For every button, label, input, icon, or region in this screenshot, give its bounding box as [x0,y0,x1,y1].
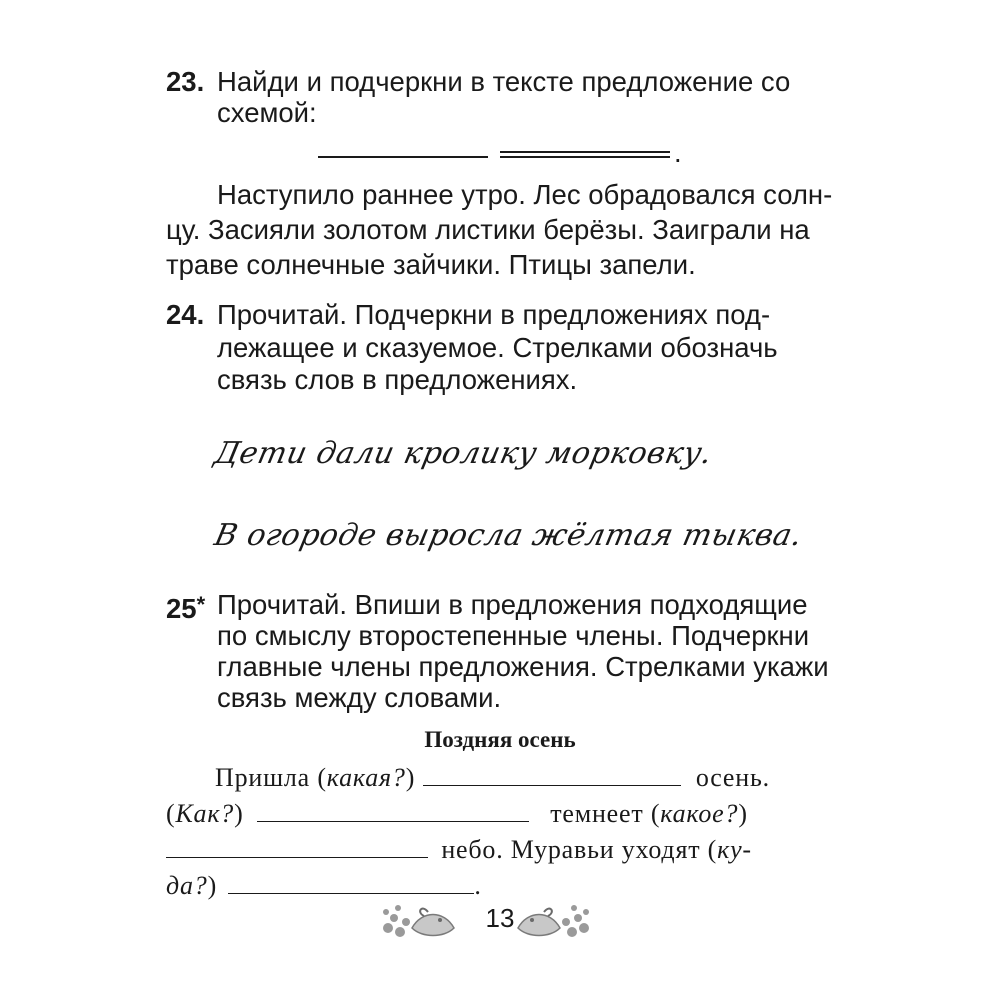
answer-blank[interactable] [166,837,428,858]
floral-ornament-right-icon [512,898,594,942]
task-number: 23. [166,66,205,97]
task-number: 25 [166,593,197,624]
answer-blank[interactable] [257,801,529,822]
scheme-subject-line [318,156,488,158]
text-line: траве солнечные зайчики. Птицы запели. [166,249,696,280]
star-mark: * [196,592,206,617]
task-number: 24. [166,299,205,330]
text-title: Поздняя осень [424,727,576,752]
scheme-predicate-line-top [500,151,670,153]
question: какое? [660,799,739,828]
scheme-predicate-line-bottom [500,156,670,158]
text-line: Наступило раннее утро. Лес обрадовался солн- [217,179,833,210]
answer-blank[interactable] [228,873,474,894]
task-instruction-line: связь между словами. [217,682,502,713]
text-line: цу. Засияли золотом листики берёзы. Заиграли на [166,214,810,245]
answer-blank[interactable] [423,765,681,786]
question: какая? [326,763,406,792]
task-instruction-line: лежащее и сказуемое. Стрелками обозначь [217,332,778,363]
question: ку- [717,835,752,864]
handwritten-sentence: В огороде выросла жёлтая тыква. [211,518,806,553]
task-instruction-line: по смыслу второстепенные члены. Подчеркни [217,620,810,651]
question: Как? [175,799,235,828]
handwritten-sentence: Дети дали кролику морковку. [211,436,716,471]
task-instruction-line: схемой: [217,97,317,128]
task-instruction-line: главные члены предложения. Стрелками укажи [217,651,829,682]
fill-line: Пришла (какая?) осень. [215,763,770,792]
question: да? [166,871,208,900]
page-number: 13 [485,903,515,933]
fill-line: небо. Муравьи уходят (ку- [166,835,752,865]
scheme-period: . [674,137,682,168]
task-instruction-line: Прочитай. Подчеркни в предложениях под- [217,299,771,330]
fill-line: (Как?) темнеет (какое?) [166,799,748,828]
task-instruction-line: связь слов в предложениях. [217,364,578,395]
task-instruction-line: Найди и подчеркни в тексте предложение со [217,66,791,97]
fill-line: да?) . [166,871,482,900]
task-instruction-line: Прочитай. Впиши в предложения подходящие [217,589,808,620]
